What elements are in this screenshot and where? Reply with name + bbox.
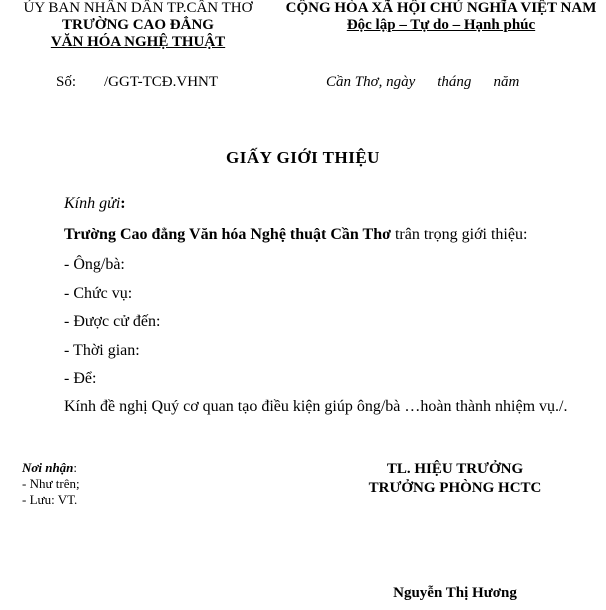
field-purpose: - Để: (64, 370, 97, 387)
signature-title-1: TL. HIỆU TRƯỞNG (386, 461, 524, 477)
field-position: - Chức vụ: (64, 285, 133, 302)
reference-number (56, 74, 218, 91)
document-date (326, 74, 519, 91)
date-month: tháng (437, 74, 472, 90)
request-line: Kính đề nghị Quý cơ quan tạo điều kiện giúp ông/bà …hoàn thành nhiệm vụ./. (64, 398, 568, 415)
field-person: - Ông/bà: (64, 256, 125, 273)
recipients-block (22, 460, 80, 508)
reference-code: /GGT-TCĐ.VHNT (104, 74, 219, 90)
issuer-block (0, 0, 276, 51)
field-time: - Thời gian: (64, 342, 140, 359)
introduction-line: Trường Cao đẳng Văn hóa Nghệ thuật Cần Thơ trân trọng giới thiệu: (64, 226, 528, 243)
date-year: năm (493, 74, 520, 90)
salutation: Kính gửi: (64, 195, 126, 212)
motto: Độc lập – Tự do – Hạnh phúc (346, 17, 536, 33)
recipient-item: - Như trên; (22, 476, 80, 491)
recipients-label: Nơi nhận: (22, 460, 78, 475)
reference-label: Số: (56, 74, 77, 90)
intro-organization: Trường Cao đẳng Văn hóa Nghệ thuật Cần Thơ (64, 226, 391, 243)
signer-name: Nguyễn Thị Hương (393, 585, 517, 601)
issuer-school-line1: TRƯỜNG CAO ĐẲNG (62, 17, 214, 33)
issuer-school-line2: VĂN HÓA NGHỆ THUẬT (50, 34, 226, 50)
country-name: CỘNG HÒA XÃ HỘI CHỦ NGHĨA VIỆT NAM (285, 0, 597, 16)
field-destination: - Được cử đến: (64, 313, 161, 330)
recipient-item: - Lưu: VT. (22, 492, 78, 507)
signature-title-2: TRƯỞNG PHÒNG HCTC (368, 480, 542, 496)
signature-block (345, 460, 565, 498)
national-motto-block (276, 0, 606, 34)
document-title: GIẤY GIỚI THIỆU (226, 148, 380, 167)
date-place: Cần Thơ, ngày (326, 74, 416, 90)
issuer-authority: ỦY BAN NHÂN DÂN TP.CẦN THƠ (23, 0, 253, 16)
